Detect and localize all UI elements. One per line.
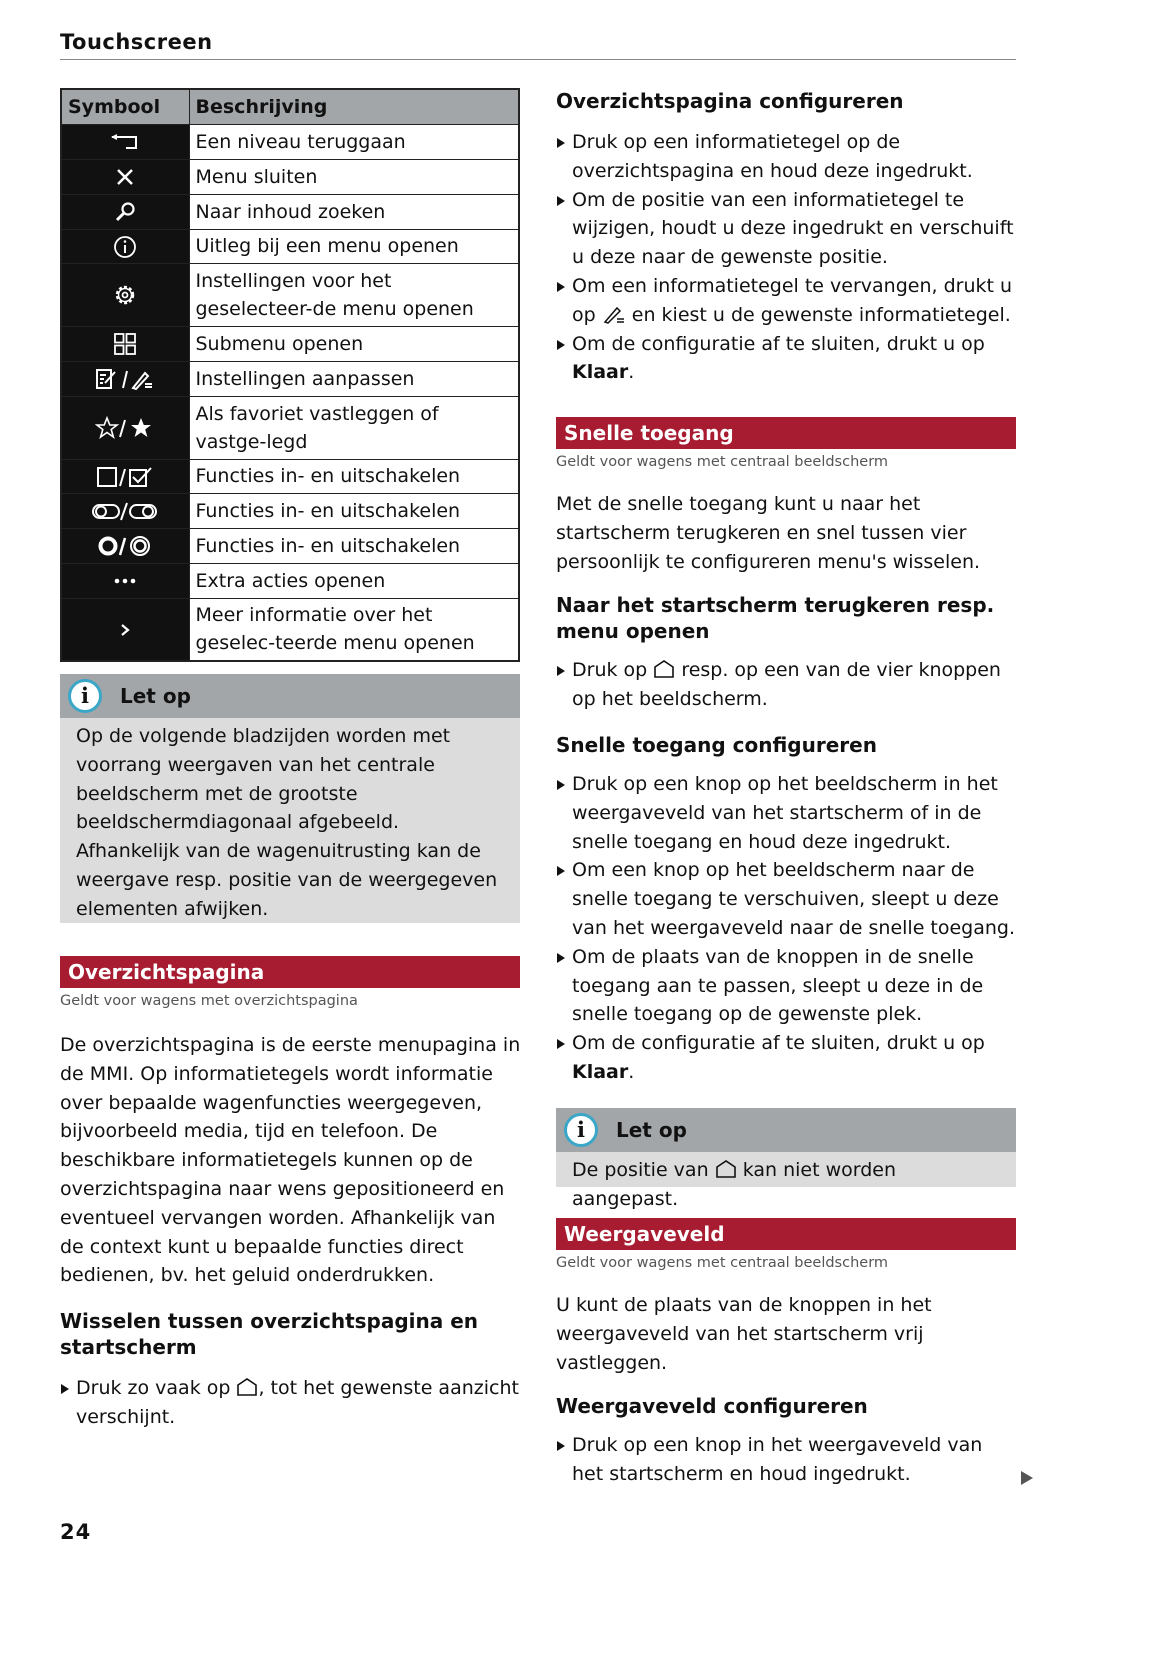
checkbox-icon — [96, 465, 154, 489]
more-icon — [113, 576, 137, 586]
section-banner: Weergaveveld — [556, 1218, 1016, 1250]
table-row — [61, 361, 519, 396]
bullet: Om de plaats van de knoppen in de snelle toegang aan te passen, sleept u deze in de snelle toegang op de gewenste plek. — [556, 943, 1018, 1029]
row-description: Instellingen voor het geselecteer-de menu openen — [189, 263, 519, 326]
bullet: Om een knop op het beeldscherm naar de snelle toegang te verschuiven, sleept u deze van het weergaveveld naar de snelle toegang. — [556, 856, 1018, 942]
bullet: Om een informatietegel te vervangen, drukt u op en kiest u de gewenste informatietegel. — [556, 272, 1018, 330]
close-icon — [115, 167, 135, 187]
paragraph: Met de snelle toegang kunt u naar het startscherm terugkeren en snel tussen vier persoonlijk te configureren menu's wisselen. — [556, 493, 981, 573]
row-description: Meer informatie over het geselec-teerde menu openen — [189, 598, 519, 661]
column-header: Symbool — [61, 89, 189, 124]
table-row — [61, 263, 519, 326]
toggle-icon — [91, 500, 159, 522]
paragraph: De overzichtspagina is de eerste menupagina in de MMI. Op informatietegels wordt informatie over bepaalde wagenfuncties weergegeven, bijvoorbeeld media, tijd en telefoon. De beschikbare informatietegels kunnen op de overzichtspagina naar wens gepositioneerd en eventueel vervangen worden. Afhankelijk van de context kunt u bepaalde functies direct bedienen, bv. het geluid onderdrukken. — [60, 1034, 521, 1287]
section-overzichtspagina — [60, 956, 522, 1432]
bullet: Druk op een knop in het weergaveveld van het startscherm en houd ingedrukt. — [556, 1431, 1018, 1489]
row-description: Submenu openen — [189, 326, 519, 361]
info-icon: i — [68, 679, 102, 713]
bullet: Om de configuratie af te sluiten, drukt u op Klaar. — [556, 330, 1018, 388]
row-description: Extra acties openen — [189, 563, 519, 598]
section-banner: Overzichtspagina — [60, 956, 520, 988]
subheading: Snelle toegang configureren — [556, 732, 877, 757]
table-header-row — [61, 89, 519, 124]
bullet: Druk op een knop op het beeldscherm in het weergaveveld van het startscherm of in de snelle toegang en houd deze ingedrukt. — [556, 770, 1018, 856]
row-description: Instellingen aanpassen — [189, 361, 519, 396]
table-row — [61, 563, 519, 598]
subheading: Weergaveveld configureren — [556, 1394, 868, 1419]
row-description: Naar inhoud zoeken — [189, 194, 519, 229]
row-description: Functies in- en uitschakelen — [189, 528, 519, 563]
grid-icon — [114, 333, 136, 355]
row-description: Functies in- en uitschakelen — [189, 459, 519, 493]
symbol-table — [60, 88, 520, 662]
row-description: Als favoriet vastleggen of vastge-legd — [189, 396, 519, 459]
table-row — [61, 598, 519, 661]
section-subtitle: Geldt voor wagens met centraal beeldscherm — [556, 1255, 889, 1271]
next-page-arrow-icon — [1020, 1470, 1034, 1486]
radio-icon — [97, 534, 153, 558]
bullet: Om de positie van een informatietegel te wijzigen, houdt u deze ingedrukt en verschuift u deze naar de gewenste positie. — [556, 186, 1018, 272]
edit-icon — [602, 304, 626, 324]
subheading: Wisselen tussen overzichtspagina en startscherm — [60, 1309, 479, 1360]
section-subtitle: Geldt voor wagens met overzichtspagina — [60, 993, 358, 1009]
section-subtitle: Geldt voor wagens met centraal beeldscherm — [556, 454, 889, 470]
section-snelle-toegang — [556, 417, 1018, 1087]
column-header: Beschrijving — [189, 89, 519, 124]
info-icon — [113, 235, 137, 259]
note-title: Let op — [120, 683, 191, 708]
section-weergaveveld — [556, 1218, 1018, 1489]
search-icon — [114, 201, 136, 223]
star-icon — [95, 416, 155, 440]
note-text: De positie van kan niet worden aangepast. — [556, 1152, 1016, 1187]
edit-icon — [95, 367, 155, 391]
note-text: Op de volgende bladzijden worden met voorrang weergaven van het centrale beeldscherm met de grootste beeldschermdiagonaal afgebeeld. Afhankelijk van de wagenuitrusting kan de weergave resp. positie van de weergegeven elementen afwijken. — [60, 718, 520, 923]
home-icon — [715, 1159, 737, 1179]
table-row — [61, 124, 519, 159]
bullet: Druk op resp. op een van de vier knoppen op het beeldscherm. — [556, 656, 1018, 714]
note-title: Let op — [616, 1117, 687, 1142]
row-description: Menu sluiten — [189, 159, 519, 194]
table-row — [61, 229, 519, 263]
row-description: Een niveau teruggaan — [189, 124, 519, 159]
table-row — [61, 194, 519, 229]
subheading: Overzichtspagina configureren — [556, 89, 904, 113]
table-row — [61, 528, 519, 563]
table-row — [61, 459, 519, 493]
header-divider — [60, 59, 1016, 60]
table-row — [61, 396, 519, 459]
table-row — [61, 493, 519, 528]
table-row — [61, 326, 519, 361]
paragraph: U kunt de plaats van de knoppen in het weergaveveld van het startscherm vrij vastleggen. — [556, 1294, 932, 1374]
section-config — [556, 88, 1018, 387]
note-box — [556, 1108, 1016, 1210]
info-icon: i — [564, 1113, 598, 1147]
bullet: Om de configuratie af te sluiten, drukt u op Klaar. — [556, 1029, 1018, 1087]
table-row — [61, 159, 519, 194]
page-header: Touchscreen — [60, 30, 213, 54]
back-icon — [110, 134, 140, 150]
row-description: Uitleg bij een menu openen — [189, 229, 519, 263]
row-description: Functies in- en uitschakelen — [189, 493, 519, 528]
gear-icon — [113, 283, 137, 307]
bullet: Druk op een informatietegel op de overzichtspagina en houd deze ingedrukt. — [556, 128, 1018, 186]
section-banner: Snelle toegang — [556, 417, 1016, 449]
home-icon — [236, 1377, 258, 1397]
home-icon — [653, 659, 675, 679]
chevron-right-icon — [119, 623, 131, 637]
note-box — [60, 674, 520, 923]
page-number: 24 — [60, 1520, 92, 1544]
bullet: Druk zo vaak op , tot het gewenste aanzicht verschijnt. — [60, 1374, 522, 1432]
subheading: Naar het startscherm terugkeren resp. menu openen — [556, 593, 995, 644]
